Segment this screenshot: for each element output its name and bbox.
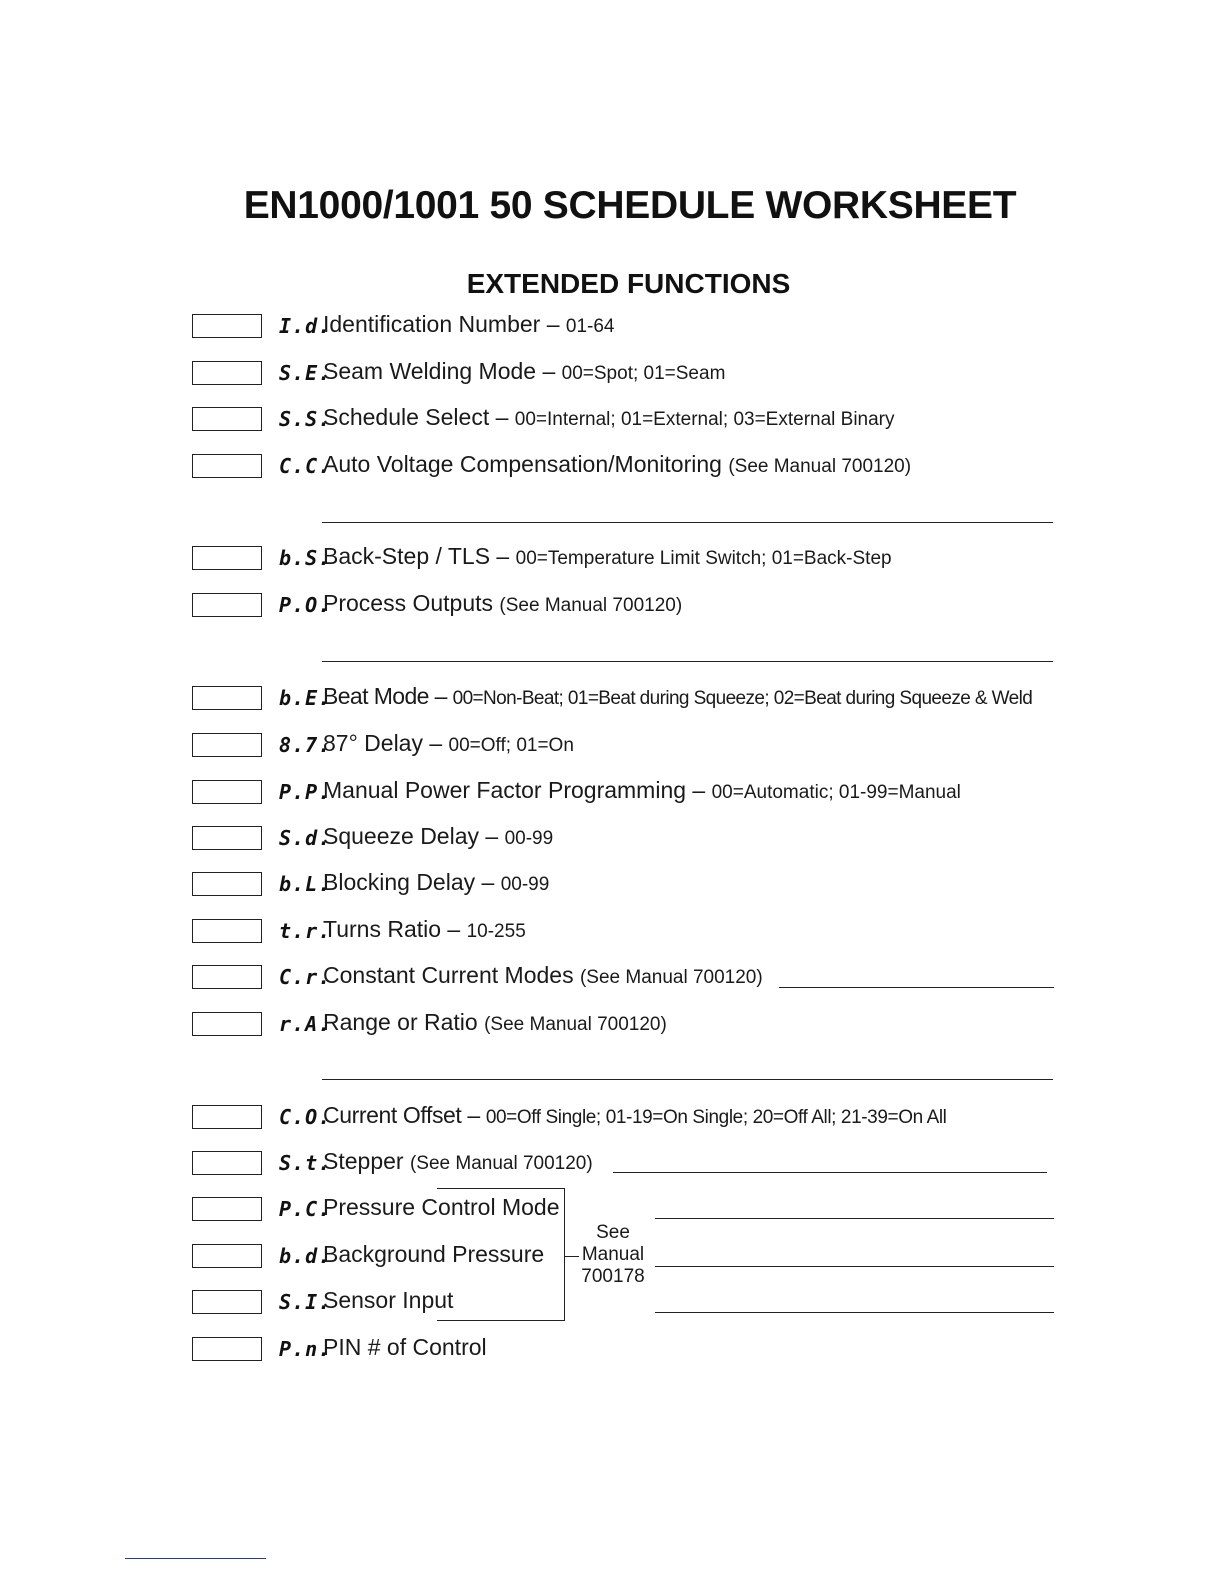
value-entry-box[interactable] — [192, 826, 262, 850]
function-label — [323, 543, 892, 570]
notes-line[interactable] — [655, 1312, 1054, 1313]
function-row-current-offset — [0, 1104, 1224, 1134]
function-row-constant-current — [0, 964, 1224, 994]
value-entry-box[interactable] — [192, 733, 262, 757]
value-entry-box[interactable] — [192, 1290, 262, 1314]
notes-line[interactable] — [655, 1218, 1054, 1219]
function-row-beat-mode — [0, 685, 1224, 715]
function-desc: (See Manual 700120) — [579, 967, 763, 988]
value-entry-box[interactable] — [192, 780, 262, 804]
display-code: 8.7. — [279, 733, 332, 757]
see-manual-note — [578, 1222, 648, 1288]
function-label: Sensor Input — [323, 1287, 454, 1313]
section-title: EXTENDED FUNCTIONS — [466, 268, 791, 299]
display-code: b.S. — [279, 546, 332, 570]
function-name: Blocking Delay – — [323, 869, 495, 895]
function-name: Auto Voltage Compensation/Monitoring — [323, 451, 722, 477]
function-row-id — [0, 313, 1224, 343]
function-desc: (See Manual 700120) — [499, 595, 683, 616]
function-label — [323, 869, 549, 896]
function-desc: 00=Automatic; 01-99=Manual — [711, 782, 961, 803]
display-code: S.I. — [279, 1290, 332, 1314]
value-entry-box[interactable] — [192, 1012, 262, 1036]
function-row-squeeze-delay — [0, 825, 1224, 855]
see-note-line: Manual — [581, 1244, 645, 1265]
see-note-line: See — [596, 1222, 630, 1243]
value-entry-box[interactable] — [192, 314, 262, 338]
display-code: C.O. — [279, 1105, 332, 1129]
display-code: C.C. — [279, 454, 332, 478]
function-label — [323, 683, 1032, 710]
pressure-group-bracket — [437, 1188, 565, 1321]
notes-line[interactable] — [779, 987, 1054, 988]
function-row-sensor-input — [0, 1289, 1224, 1319]
function-desc: 00=Internal; 01=External; 03=External Binary — [514, 409, 895, 430]
function-label — [323, 777, 961, 804]
function-name: Back-Step / TLS – — [323, 543, 510, 569]
function-name: Turns Ratio – — [323, 916, 461, 942]
function-desc: 00-99 — [504, 828, 554, 849]
function-row-voltage-compensation — [0, 453, 1224, 483]
function-row-range-ratio — [0, 1011, 1224, 1041]
function-name: Constant Current Modes — [323, 962, 574, 988]
function-row-turns-ratio — [0, 918, 1224, 948]
function-row-blocking-delay — [0, 871, 1224, 901]
display-code: S.d. — [279, 826, 332, 850]
function-label — [323, 590, 682, 617]
display-code: P.P. — [279, 780, 332, 804]
function-desc: 00=Non-Beat; 01=Beat during Squeeze; 02=Beat during Squeeze & Weld — [452, 688, 1033, 709]
value-entry-box[interactable] — [192, 361, 262, 385]
function-name: Range or Ratio — [323, 1009, 478, 1035]
display-code: t.r. — [279, 919, 332, 943]
value-entry-box[interactable] — [192, 407, 262, 431]
notes-line[interactable] — [322, 1079, 1053, 1080]
footer-rule — [125, 1558, 266, 1559]
function-name: Stepper — [323, 1148, 404, 1174]
function-label — [323, 311, 615, 338]
function-desc: 00=Off; 01=On — [448, 735, 574, 756]
display-code: S.S. — [279, 407, 332, 431]
function-name: Process Outputs — [323, 590, 494, 616]
value-entry-box[interactable] — [192, 965, 262, 989]
function-desc: 00=Temperature Limit Switch; 01=Back-Step — [515, 548, 892, 569]
function-row-pin — [0, 1336, 1224, 1366]
display-code: S.t. — [279, 1151, 332, 1175]
function-label — [323, 1102, 946, 1129]
function-label — [323, 823, 553, 850]
function-name: Squeeze Delay – — [323, 823, 499, 849]
value-entry-box[interactable] — [192, 686, 262, 710]
function-name: Manual Power Factor Programming – — [323, 777, 706, 803]
bracket-pointer — [565, 1256, 579, 1257]
value-entry-box[interactable] — [192, 1151, 262, 1175]
function-label: Background Pressure — [323, 1241, 545, 1267]
function-desc: 00=Spot; 01=Seam — [561, 363, 726, 384]
function-name: Current Offset – — [323, 1102, 480, 1128]
display-code: r.A. — [279, 1012, 332, 1036]
function-row-schedule-select — [0, 406, 1224, 436]
function-row-back-step — [0, 545, 1224, 575]
page-title: EN1000/1001 50 SCHEDULE WORKSHEET — [243, 184, 1017, 227]
function-row-stepper — [0, 1150, 1224, 1180]
value-entry-box[interactable] — [192, 1197, 262, 1221]
function-desc: 01-64 — [565, 316, 615, 337]
function-label — [323, 962, 763, 989]
function-label: PIN # of Control — [323, 1334, 487, 1360]
function-label — [323, 730, 574, 757]
value-entry-box[interactable] — [192, 919, 262, 943]
display-code: P.C. — [279, 1197, 332, 1221]
display-code: P.O. — [279, 593, 332, 617]
value-entry-box[interactable] — [192, 872, 262, 896]
function-desc: 00-99 — [500, 874, 550, 895]
function-label — [323, 358, 725, 385]
notes-line[interactable] — [655, 1266, 1054, 1267]
function-desc: (See Manual 700120) — [409, 1153, 593, 1174]
function-name: Seam Welding Mode – — [323, 358, 556, 384]
value-entry-box[interactable] — [192, 1105, 262, 1129]
display-code: P.n. — [279, 1337, 332, 1361]
notes-line[interactable] — [322, 522, 1053, 523]
display-code: S.E. — [279, 361, 332, 385]
function-name: Beat Mode – — [323, 683, 447, 709]
value-entry-box[interactable] — [192, 454, 262, 478]
function-label — [323, 451, 911, 478]
value-entry-box[interactable] — [192, 593, 262, 617]
function-name: 87° Delay – — [323, 730, 443, 756]
function-row-power-factor — [0, 779, 1224, 809]
notes-line[interactable] — [613, 1172, 1047, 1173]
display-code: b.d. — [279, 1244, 332, 1268]
function-desc: (See Manual 700120) — [728, 456, 912, 477]
function-label — [323, 1148, 593, 1175]
function-row-seam-welding — [0, 360, 1224, 390]
value-entry-box[interactable] — [192, 1337, 262, 1361]
function-desc: (See Manual 700120) — [484, 1014, 667, 1035]
function-label — [323, 404, 895, 431]
function-label — [323, 916, 526, 943]
notes-line[interactable] — [322, 661, 1053, 662]
function-name: Schedule Select – — [323, 404, 509, 430]
display-code: b.E. — [279, 686, 332, 710]
function-row-process-outputs — [0, 592, 1224, 622]
function-desc: 00=Off Single; 01-19=On Single; 20=Off All; 21-39=On All — [485, 1107, 947, 1128]
function-row-87-delay — [0, 732, 1224, 762]
function-label — [323, 1009, 667, 1036]
function-desc: 10-255 — [466, 921, 526, 942]
function-name: Identification Number – — [323, 311, 560, 337]
value-entry-box[interactable] — [192, 1244, 262, 1268]
function-label: Pressure Control Mode — [323, 1194, 560, 1220]
value-entry-box[interactable] — [192, 546, 262, 570]
see-note-line: 700178 — [581, 1266, 645, 1287]
display-code: b.L. — [279, 872, 332, 896]
display-code: C.r. — [279, 965, 332, 989]
display-code: I.d. — [279, 314, 332, 338]
